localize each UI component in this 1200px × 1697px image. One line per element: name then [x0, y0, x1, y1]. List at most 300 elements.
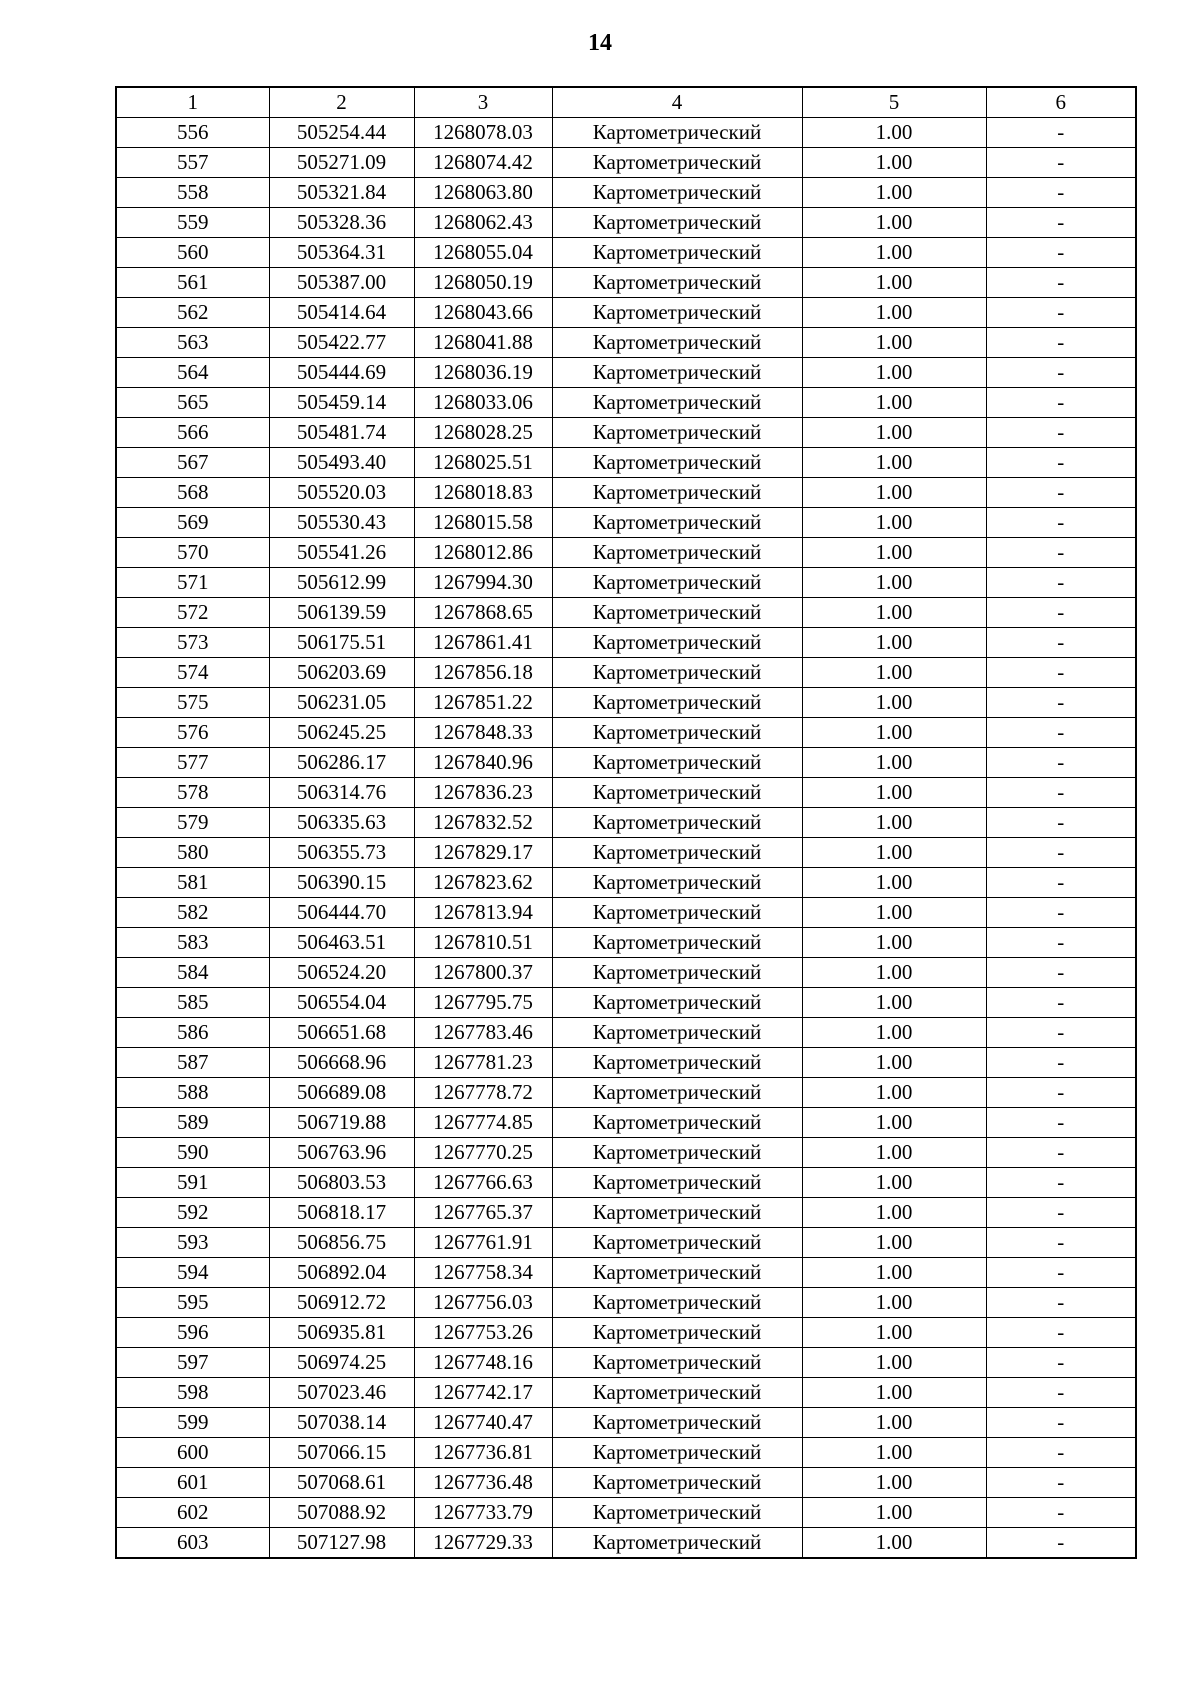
- table-row: [116, 298, 1136, 328]
- table-row: [116, 1468, 1136, 1498]
- y-coordinate-cell: 1267800.37: [414, 958, 552, 988]
- accuracy-cell: 1.00: [802, 1078, 986, 1108]
- x-coordinate-cell: 506856.75: [269, 1228, 414, 1258]
- y-coordinate-cell: 1267829.17: [414, 838, 552, 868]
- point-number-cell: 572: [116, 598, 269, 628]
- y-coordinate-cell: 1267778.72: [414, 1078, 552, 1108]
- accuracy-cell: 1.00: [802, 688, 986, 718]
- x-coordinate-cell: 505541.26: [269, 538, 414, 568]
- table-row: [116, 1018, 1136, 1048]
- y-coordinate-cell: 1267753.26: [414, 1318, 552, 1348]
- point-number-cell: 585: [116, 988, 269, 1018]
- accuracy-cell: 1.00: [802, 238, 986, 268]
- note-cell: -: [986, 118, 1136, 148]
- table-body: [116, 118, 1136, 1559]
- table-header: [116, 87, 1136, 118]
- accuracy-cell: 1.00: [802, 1228, 986, 1258]
- method-cell: Картометрический: [552, 268, 802, 298]
- note-cell: -: [986, 718, 1136, 748]
- note-cell: -: [986, 358, 1136, 388]
- x-coordinate-cell: 506463.51: [269, 928, 414, 958]
- table-row: [116, 328, 1136, 358]
- y-coordinate-cell: 1268041.88: [414, 328, 552, 358]
- note-cell: -: [986, 1138, 1136, 1168]
- accuracy-cell: 1.00: [802, 178, 986, 208]
- note-cell: -: [986, 268, 1136, 298]
- table-row: [116, 388, 1136, 418]
- method-cell: Картометрический: [552, 778, 802, 808]
- method-cell: Картометрический: [552, 298, 802, 328]
- method-cell: Картометрический: [552, 418, 802, 448]
- accuracy-cell: 1.00: [802, 1468, 986, 1498]
- accuracy-cell: 1.00: [802, 1318, 986, 1348]
- accuracy-cell: 1.00: [802, 1048, 986, 1078]
- y-coordinate-cell: 1267756.03: [414, 1288, 552, 1318]
- note-cell: -: [986, 448, 1136, 478]
- point-number-cell: 574: [116, 658, 269, 688]
- y-coordinate-cell: 1268033.06: [414, 388, 552, 418]
- point-number-cell: 559: [116, 208, 269, 238]
- x-coordinate-cell: 506689.08: [269, 1078, 414, 1108]
- note-cell: -: [986, 208, 1136, 238]
- table-row: [116, 1408, 1136, 1438]
- method-cell: Картометрический: [552, 1288, 802, 1318]
- point-number-cell: 565: [116, 388, 269, 418]
- method-cell: Картометрический: [552, 1378, 802, 1408]
- method-cell: Картометрический: [552, 1258, 802, 1288]
- table-row: [116, 928, 1136, 958]
- point-number-cell: 573: [116, 628, 269, 658]
- table-row: [116, 1528, 1136, 1559]
- x-coordinate-cell: 507088.92: [269, 1498, 414, 1528]
- method-cell: Картометрический: [552, 1348, 802, 1378]
- y-coordinate-cell: 1267823.62: [414, 868, 552, 898]
- header-cell-6: 6: [986, 87, 1136, 118]
- y-coordinate-cell: 1268018.83: [414, 478, 552, 508]
- note-cell: -: [986, 1018, 1136, 1048]
- note-cell: -: [986, 898, 1136, 928]
- note-cell: -: [986, 1498, 1136, 1528]
- x-coordinate-cell: 506175.51: [269, 628, 414, 658]
- accuracy-cell: 1.00: [802, 838, 986, 868]
- note-cell: -: [986, 868, 1136, 898]
- accuracy-cell: 1.00: [802, 868, 986, 898]
- x-coordinate-cell: 507038.14: [269, 1408, 414, 1438]
- note-cell: -: [986, 1078, 1136, 1108]
- coordinates-table: [115, 86, 1137, 1559]
- accuracy-cell: 1.00: [802, 1018, 986, 1048]
- table-row: [116, 1168, 1136, 1198]
- x-coordinate-cell: 506314.76: [269, 778, 414, 808]
- accuracy-cell: 1.00: [802, 538, 986, 568]
- method-cell: Картометрический: [552, 1108, 802, 1138]
- note-cell: -: [986, 1438, 1136, 1468]
- point-number-cell: 560: [116, 238, 269, 268]
- x-coordinate-cell: 505364.31: [269, 238, 414, 268]
- accuracy-cell: 1.00: [802, 778, 986, 808]
- method-cell: Картометрический: [552, 958, 802, 988]
- accuracy-cell: 1.00: [802, 388, 986, 418]
- y-coordinate-cell: 1267774.85: [414, 1108, 552, 1138]
- point-number-cell: 599: [116, 1408, 269, 1438]
- point-number-cell: 566: [116, 418, 269, 448]
- table-row: [116, 988, 1136, 1018]
- table-row: [116, 598, 1136, 628]
- method-cell: Картометрический: [552, 178, 802, 208]
- note-cell: -: [986, 1378, 1136, 1408]
- accuracy-cell: 1.00: [802, 1528, 986, 1559]
- header-cell-2: 2: [269, 87, 414, 118]
- method-cell: Картометрический: [552, 898, 802, 928]
- x-coordinate-cell: 506444.70: [269, 898, 414, 928]
- method-cell: Картометрический: [552, 1438, 802, 1468]
- table-row: [116, 448, 1136, 478]
- x-coordinate-cell: 506231.05: [269, 688, 414, 718]
- point-number-cell: 590: [116, 1138, 269, 1168]
- point-number-cell: 598: [116, 1378, 269, 1408]
- point-number-cell: 558: [116, 178, 269, 208]
- method-cell: Картометрический: [552, 148, 802, 178]
- method-cell: Картометрический: [552, 508, 802, 538]
- point-number-cell: 567: [116, 448, 269, 478]
- x-coordinate-cell: 506390.15: [269, 868, 414, 898]
- note-cell: -: [986, 148, 1136, 178]
- x-coordinate-cell: 505459.14: [269, 388, 414, 418]
- note-cell: -: [986, 838, 1136, 868]
- y-coordinate-cell: 1267765.37: [414, 1198, 552, 1228]
- point-number-cell: 563: [116, 328, 269, 358]
- y-coordinate-cell: 1267758.34: [414, 1258, 552, 1288]
- note-cell: -: [986, 988, 1136, 1018]
- note-cell: -: [986, 1228, 1136, 1258]
- x-coordinate-cell: 507127.98: [269, 1528, 414, 1559]
- x-coordinate-cell: 506524.20: [269, 958, 414, 988]
- y-coordinate-cell: 1267851.22: [414, 688, 552, 718]
- method-cell: Картометрический: [552, 1528, 802, 1559]
- note-cell: -: [986, 298, 1136, 328]
- note-cell: -: [986, 478, 1136, 508]
- x-coordinate-cell: 506651.68: [269, 1018, 414, 1048]
- table-row: [116, 868, 1136, 898]
- method-cell: Картометрический: [552, 988, 802, 1018]
- accuracy-cell: 1.00: [802, 328, 986, 358]
- note-cell: -: [986, 1318, 1136, 1348]
- accuracy-cell: 1.00: [802, 298, 986, 328]
- x-coordinate-cell: 506935.81: [269, 1318, 414, 1348]
- accuracy-cell: 1.00: [802, 1198, 986, 1228]
- y-coordinate-cell: 1268028.25: [414, 418, 552, 448]
- note-cell: -: [986, 658, 1136, 688]
- accuracy-cell: 1.00: [802, 568, 986, 598]
- y-coordinate-cell: 1268063.80: [414, 178, 552, 208]
- accuracy-cell: 1.00: [802, 628, 986, 658]
- table-row: [116, 1378, 1136, 1408]
- point-number-cell: 562: [116, 298, 269, 328]
- table-row: [116, 208, 1136, 238]
- y-coordinate-cell: 1267740.47: [414, 1408, 552, 1438]
- x-coordinate-cell: 506892.04: [269, 1258, 414, 1288]
- y-coordinate-cell: 1267729.33: [414, 1528, 552, 1559]
- accuracy-cell: 1.00: [802, 898, 986, 928]
- x-coordinate-cell: 506286.17: [269, 748, 414, 778]
- accuracy-cell: 1.00: [802, 658, 986, 688]
- y-coordinate-cell: 1268036.19: [414, 358, 552, 388]
- table-row: [116, 1048, 1136, 1078]
- x-coordinate-cell: 505387.00: [269, 268, 414, 298]
- table-row: [116, 1198, 1136, 1228]
- y-coordinate-cell: 1268012.86: [414, 538, 552, 568]
- point-number-cell: 579: [116, 808, 269, 838]
- x-coordinate-cell: 505481.74: [269, 418, 414, 448]
- x-coordinate-cell: 507066.15: [269, 1438, 414, 1468]
- accuracy-cell: 1.00: [802, 448, 986, 478]
- point-number-cell: 589: [116, 1108, 269, 1138]
- point-number-cell: 596: [116, 1318, 269, 1348]
- x-coordinate-cell: 505328.36: [269, 208, 414, 238]
- x-coordinate-cell: 505493.40: [269, 448, 414, 478]
- table-row: [116, 178, 1136, 208]
- point-number-cell: 557: [116, 148, 269, 178]
- x-coordinate-cell: 506139.59: [269, 598, 414, 628]
- note-cell: -: [986, 1108, 1136, 1138]
- note-cell: -: [986, 808, 1136, 838]
- point-number-cell: 591: [116, 1168, 269, 1198]
- note-cell: -: [986, 1168, 1136, 1198]
- x-coordinate-cell: 506818.17: [269, 1198, 414, 1228]
- y-coordinate-cell: 1267832.52: [414, 808, 552, 838]
- table-row: [116, 1228, 1136, 1258]
- table-row: [116, 568, 1136, 598]
- note-cell: -: [986, 688, 1136, 718]
- point-number-cell: 602: [116, 1498, 269, 1528]
- note-cell: -: [986, 178, 1136, 208]
- table-row: [116, 118, 1136, 148]
- table-row: [116, 148, 1136, 178]
- y-coordinate-cell: 1267748.16: [414, 1348, 552, 1378]
- y-coordinate-cell: 1268074.42: [414, 148, 552, 178]
- note-cell: -: [986, 1288, 1136, 1318]
- table-row: [116, 658, 1136, 688]
- accuracy-cell: 1.00: [802, 478, 986, 508]
- method-cell: Картометрический: [552, 1018, 802, 1048]
- y-coordinate-cell: 1267742.17: [414, 1378, 552, 1408]
- note-cell: -: [986, 1198, 1136, 1228]
- accuracy-cell: 1.00: [802, 268, 986, 298]
- accuracy-cell: 1.00: [802, 988, 986, 1018]
- method-cell: Картометрический: [552, 658, 802, 688]
- y-coordinate-cell: 1267781.23: [414, 1048, 552, 1078]
- x-coordinate-cell: 506355.73: [269, 838, 414, 868]
- table-row: [116, 268, 1136, 298]
- method-cell: Картометрический: [552, 688, 802, 718]
- y-coordinate-cell: 1267840.96: [414, 748, 552, 778]
- y-coordinate-cell: 1267836.23: [414, 778, 552, 808]
- point-number-cell: 592: [116, 1198, 269, 1228]
- point-number-cell: 582: [116, 898, 269, 928]
- note-cell: -: [986, 778, 1136, 808]
- table-row: [116, 778, 1136, 808]
- note-cell: -: [986, 538, 1136, 568]
- point-number-cell: 597: [116, 1348, 269, 1378]
- y-coordinate-cell: 1267733.79: [414, 1498, 552, 1528]
- table-row: [116, 508, 1136, 538]
- note-cell: -: [986, 1258, 1136, 1288]
- table-row: [116, 688, 1136, 718]
- note-cell: -: [986, 388, 1136, 418]
- accuracy-cell: 1.00: [802, 1408, 986, 1438]
- accuracy-cell: 1.00: [802, 1258, 986, 1288]
- accuracy-cell: 1.00: [802, 598, 986, 628]
- page-number: 14: [588, 30, 612, 56]
- x-coordinate-cell: 505520.03: [269, 478, 414, 508]
- method-cell: Картометрический: [552, 928, 802, 958]
- accuracy-cell: 1.00: [802, 1288, 986, 1318]
- table-row: [116, 1108, 1136, 1138]
- method-cell: Картометрический: [552, 1198, 802, 1228]
- x-coordinate-cell: 505612.99: [269, 568, 414, 598]
- x-coordinate-cell: 506668.96: [269, 1048, 414, 1078]
- point-number-cell: 581: [116, 868, 269, 898]
- x-coordinate-cell: 506719.88: [269, 1108, 414, 1138]
- x-coordinate-cell: 505321.84: [269, 178, 414, 208]
- point-number-cell: 603: [116, 1528, 269, 1559]
- table-row: [116, 1438, 1136, 1468]
- note-cell: -: [986, 1348, 1136, 1378]
- table-row: [116, 748, 1136, 778]
- accuracy-cell: 1.00: [802, 1438, 986, 1468]
- y-coordinate-cell: 1267810.51: [414, 928, 552, 958]
- point-number-cell: 601: [116, 1468, 269, 1498]
- note-cell: -: [986, 628, 1136, 658]
- table-row: [116, 418, 1136, 448]
- table-row: [116, 238, 1136, 268]
- table-row: [116, 1288, 1136, 1318]
- table-row: [116, 478, 1136, 508]
- method-cell: Картометрический: [552, 478, 802, 508]
- table-row: [116, 958, 1136, 988]
- method-cell: Картометрический: [552, 118, 802, 148]
- y-coordinate-cell: 1268043.66: [414, 298, 552, 328]
- x-coordinate-cell: 506912.72: [269, 1288, 414, 1318]
- y-coordinate-cell: 1267795.75: [414, 988, 552, 1018]
- y-coordinate-cell: 1267848.33: [414, 718, 552, 748]
- method-cell: Картометрический: [552, 238, 802, 268]
- header-cell-3: 3: [414, 87, 552, 118]
- method-cell: Картометрический: [552, 208, 802, 238]
- point-number-cell: 580: [116, 838, 269, 868]
- header-cell-4: 4: [552, 87, 802, 118]
- method-cell: Картометрический: [552, 538, 802, 568]
- accuracy-cell: 1.00: [802, 1108, 986, 1138]
- x-coordinate-cell: 506974.25: [269, 1348, 414, 1378]
- y-coordinate-cell: 1267783.46: [414, 1018, 552, 1048]
- header-cell-5: 5: [802, 87, 986, 118]
- method-cell: Картометрический: [552, 598, 802, 628]
- y-coordinate-cell: 1267861.41: [414, 628, 552, 658]
- point-number-cell: 570: [116, 538, 269, 568]
- table-row: [116, 358, 1136, 388]
- x-coordinate-cell: 506554.04: [269, 988, 414, 1018]
- method-cell: Картометрический: [552, 868, 802, 898]
- method-cell: Картометрический: [552, 1048, 802, 1078]
- point-number-cell: 577: [116, 748, 269, 778]
- note-cell: -: [986, 928, 1136, 958]
- x-coordinate-cell: 505444.69: [269, 358, 414, 388]
- accuracy-cell: 1.00: [802, 808, 986, 838]
- note-cell: -: [986, 568, 1136, 598]
- method-cell: Картометрический: [552, 1318, 802, 1348]
- point-number-cell: 586: [116, 1018, 269, 1048]
- x-coordinate-cell: 505422.77: [269, 328, 414, 358]
- table-row: [116, 1498, 1136, 1528]
- point-number-cell: 584: [116, 958, 269, 988]
- accuracy-cell: 1.00: [802, 1348, 986, 1378]
- point-number-cell: 568: [116, 478, 269, 508]
- x-coordinate-cell: 505254.44: [269, 118, 414, 148]
- point-number-cell: 600: [116, 1438, 269, 1468]
- accuracy-cell: 1.00: [802, 1168, 986, 1198]
- method-cell: Картометрический: [552, 628, 802, 658]
- point-number-cell: 576: [116, 718, 269, 748]
- accuracy-cell: 1.00: [802, 118, 986, 148]
- point-number-cell: 556: [116, 118, 269, 148]
- y-coordinate-cell: 1267736.81: [414, 1438, 552, 1468]
- accuracy-cell: 1.00: [802, 508, 986, 538]
- method-cell: Картометрический: [552, 1408, 802, 1438]
- method-cell: Картометрический: [552, 1228, 802, 1258]
- accuracy-cell: 1.00: [802, 418, 986, 448]
- x-coordinate-cell: 505271.09: [269, 148, 414, 178]
- point-number-cell: 594: [116, 1258, 269, 1288]
- y-coordinate-cell: 1267868.65: [414, 598, 552, 628]
- accuracy-cell: 1.00: [802, 748, 986, 778]
- point-number-cell: 593: [116, 1228, 269, 1258]
- note-cell: -: [986, 958, 1136, 988]
- y-coordinate-cell: 1268062.43: [414, 208, 552, 238]
- point-number-cell: 595: [116, 1288, 269, 1318]
- point-number-cell: 575: [116, 688, 269, 718]
- point-number-cell: 578: [116, 778, 269, 808]
- table-row: [116, 1318, 1136, 1348]
- method-cell: Картометрический: [552, 808, 802, 838]
- note-cell: -: [986, 328, 1136, 358]
- x-coordinate-cell: 507068.61: [269, 1468, 414, 1498]
- point-number-cell: 569: [116, 508, 269, 538]
- point-number-cell: 587: [116, 1048, 269, 1078]
- x-coordinate-cell: 506203.69: [269, 658, 414, 688]
- accuracy-cell: 1.00: [802, 928, 986, 958]
- method-cell: Картометрический: [552, 568, 802, 598]
- y-coordinate-cell: 1268078.03: [414, 118, 552, 148]
- x-coordinate-cell: 506803.53: [269, 1168, 414, 1198]
- method-cell: Картометрический: [552, 1138, 802, 1168]
- x-coordinate-cell: 505530.43: [269, 508, 414, 538]
- table-row: [116, 628, 1136, 658]
- note-cell: -: [986, 418, 1136, 448]
- table-row: [116, 1138, 1136, 1168]
- y-coordinate-cell: 1267736.48: [414, 1468, 552, 1498]
- note-cell: -: [986, 1408, 1136, 1438]
- point-number-cell: 564: [116, 358, 269, 388]
- y-coordinate-cell: 1268015.58: [414, 508, 552, 538]
- accuracy-cell: 1.00: [802, 718, 986, 748]
- table-row: [116, 1348, 1136, 1378]
- method-cell: Картометрический: [552, 388, 802, 418]
- method-cell: Картометрический: [552, 328, 802, 358]
- y-coordinate-cell: 1267994.30: [414, 568, 552, 598]
- y-coordinate-cell: 1267770.25: [414, 1138, 552, 1168]
- accuracy-cell: 1.00: [802, 958, 986, 988]
